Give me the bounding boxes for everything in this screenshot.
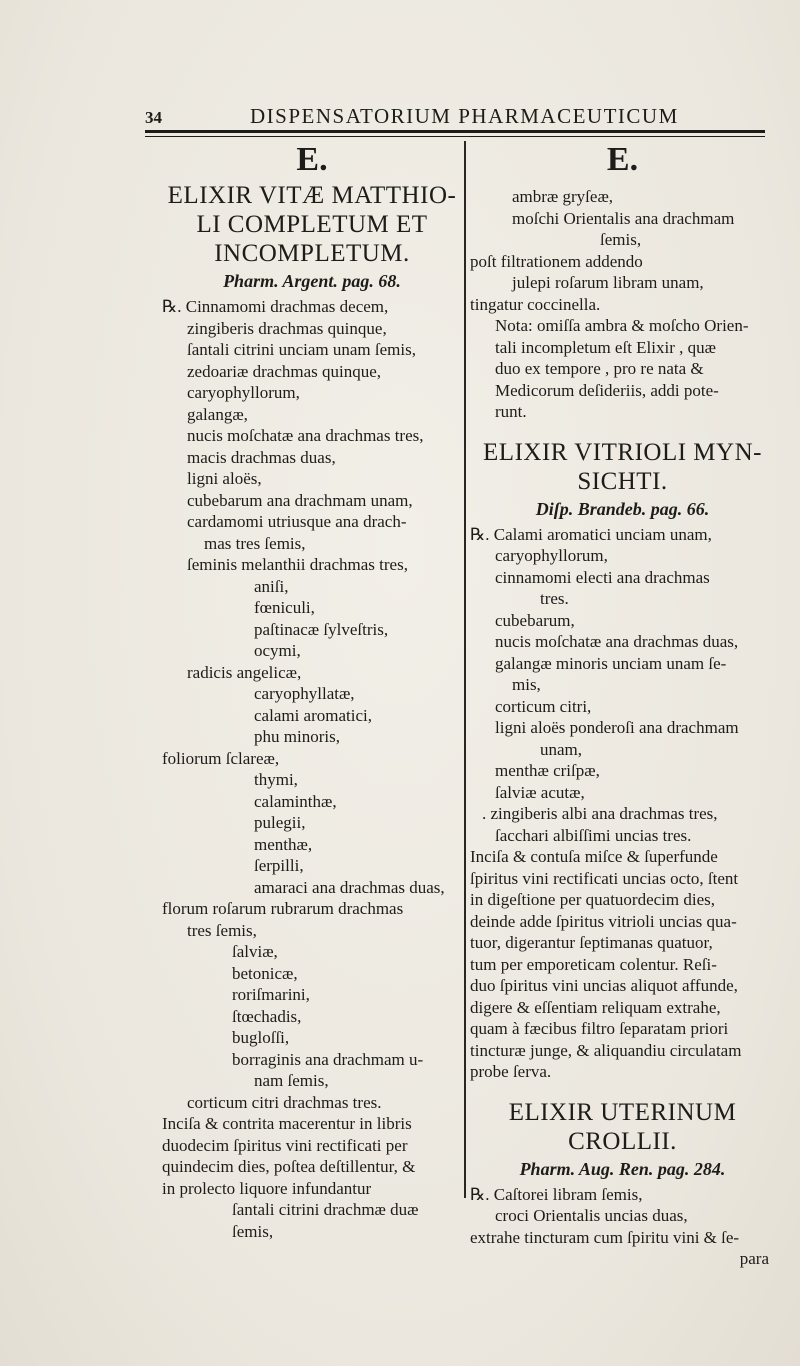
running-title: DISPENSATORIUM PHARMACEUTICUM bbox=[250, 104, 679, 128]
right-column bbox=[470, 140, 775, 1270]
title-line: SICHTI. bbox=[577, 467, 668, 495]
text-line: para bbox=[739, 1249, 769, 1268]
recipe-body-crollii bbox=[470, 1184, 775, 1270]
text-line: foliorum ſclareæ, bbox=[162, 748, 280, 768]
text-line: ſemis, bbox=[600, 230, 642, 249]
text-line: ſemis, bbox=[232, 1221, 274, 1241]
text-line: ſerpilli, bbox=[254, 856, 304, 875]
text-line: phu minoris, bbox=[254, 727, 340, 746]
text-line: in digeſtione per quatuordecim dies, bbox=[470, 890, 716, 909]
column-divider bbox=[464, 141, 466, 1198]
text-line: nucis moſchatæ ana drachmas duas, bbox=[495, 632, 739, 651]
header-rule-thin bbox=[145, 136, 765, 137]
text-line: galangæ minoris unciam unam ſe- bbox=[495, 653, 727, 673]
text-line: ſtœchadis, bbox=[232, 1006, 302, 1026]
text-line: . zingiberis albi ana drachmas tres, bbox=[482, 804, 718, 823]
text-line: ligni aloës, bbox=[187, 469, 262, 488]
text-line: roriſmarini, bbox=[232, 985, 310, 1004]
text-line: ocymi, bbox=[254, 641, 301, 660]
text-line: caryophyllorum, bbox=[187, 383, 300, 402]
text-line: macis drachmas duas, bbox=[187, 447, 336, 467]
text-line: aniſi, bbox=[254, 576, 289, 596]
recipe-title-crollii bbox=[470, 1099, 775, 1155]
text-line: tum per emporeticam colentur. Reſi- bbox=[470, 954, 717, 974]
text-line: deinde adde ſpiritus vitrioli uncias qua- bbox=[470, 911, 737, 931]
left-column bbox=[162, 140, 462, 1242]
text-line: calami aromatici, bbox=[254, 705, 372, 725]
text-line: digere & eſſentiam reliquam extrahe, bbox=[470, 997, 721, 1017]
text-line: cubebarum, bbox=[495, 610, 575, 630]
text-line: zingiberis drachmas quinque, bbox=[187, 318, 387, 338]
text-line: croci Orientalis uncias duas, bbox=[495, 1206, 688, 1225]
text-line: calaminthæ, bbox=[254, 791, 337, 811]
recipe-source: Diſp. Brandeb. pag. 66. bbox=[535, 498, 710, 519]
text-line: ſalviæ, bbox=[232, 942, 278, 961]
text-line: quindecim dies, poſtea deſtillentur, & bbox=[162, 1157, 416, 1176]
text-line: poſt filtrationem addendo bbox=[470, 251, 643, 271]
text-line: tres ſemis, bbox=[187, 920, 257, 940]
text-line: galangæ, bbox=[187, 404, 248, 424]
text-line: ligni aloës ponderoſi ana drachmam bbox=[495, 718, 739, 737]
text-line: julepi roſarum libram unam, bbox=[512, 273, 704, 292]
text-line: ambræ gryſeæ, bbox=[512, 187, 614, 206]
recipe-source: Pharm. Argent. pag. 68. bbox=[223, 271, 401, 291]
text-line: moſchi Orientalis ana drachmam bbox=[512, 208, 735, 228]
text-line: thymi, bbox=[254, 770, 298, 789]
text-line: nucis moſchatæ ana drachmas tres, bbox=[187, 426, 424, 445]
section-letter-right: E. bbox=[606, 141, 639, 178]
text-line: duodecim ſpiritus vini rectificati per bbox=[162, 1135, 408, 1155]
recipe-source: Pharm. Aug. Ren. pag. 284. bbox=[519, 1158, 726, 1179]
text-line: probe ſerva. bbox=[470, 1062, 552, 1081]
text-line: menthæ criſpæ, bbox=[495, 761, 600, 780]
text-line: ſantali citrini drachmæ duæ bbox=[232, 1200, 419, 1219]
text-line: tuor, digerantur ſeptimanas quatuor, bbox=[470, 933, 713, 952]
text-line: paſtinacæ ſylveſtris, bbox=[254, 619, 389, 639]
title-line: INCOMPLETUM. bbox=[214, 240, 410, 267]
text-line: pulegii, bbox=[254, 813, 306, 832]
section-letter-left: E. bbox=[296, 141, 328, 178]
recipe-body-mynsichti bbox=[470, 524, 775, 1083]
text-line: radicis angelicæ, bbox=[187, 662, 302, 682]
text-line: Medicorum deſideriis, addi pote- bbox=[495, 380, 719, 400]
text-line: quam à fæcibus filtro ſeparatam priori bbox=[470, 1019, 729, 1038]
text-line: extrahe tincturam cum ſpiritu vini & ſe- bbox=[470, 1227, 740, 1247]
text-line: menthæ, bbox=[254, 834, 313, 854]
title-line: LI COMPLETUM ET bbox=[196, 211, 428, 238]
text-line: ſalviæ acutæ, bbox=[495, 782, 585, 802]
recipe-title-matthioli bbox=[162, 182, 462, 267]
text-line: runt. bbox=[495, 402, 527, 421]
title-line: ELIXIR VITÆ MATTHIO- bbox=[167, 182, 457, 209]
text-line: Inciſa & contuſa miſce & ſuperfunde bbox=[470, 847, 718, 866]
title-line: ELIXIR UTERINUM bbox=[508, 1098, 737, 1126]
text-line: amaraci ana drachmas duas, bbox=[254, 877, 445, 897]
text-line: mis, bbox=[512, 675, 541, 694]
text-line: nam ſemis, bbox=[254, 1071, 329, 1090]
text-line: ℞. Caſtorei libram ſemis, bbox=[470, 1184, 643, 1204]
text-line: fœniculi, bbox=[254, 598, 315, 617]
text-line: tingatur coccinella. bbox=[470, 294, 601, 314]
text-line: zedoariæ drachmas quinque, bbox=[187, 361, 382, 381]
running-header bbox=[145, 104, 765, 130]
text-line: ℞. Cinnamomi drachmas decem, bbox=[162, 297, 389, 316]
text-line: duo ex tempore , pro re nata & bbox=[495, 359, 704, 378]
text-line: in prolecto liquore infundantur bbox=[162, 1178, 372, 1198]
text-line: cubebarum ana drachmam unam, bbox=[187, 490, 413, 510]
title-line: CROLLII. bbox=[568, 1127, 677, 1155]
text-line: florum roſarum rubrarum drachmas bbox=[162, 899, 404, 918]
text-line: Inciſa & contrita macerentur in libris bbox=[162, 1114, 412, 1133]
text-line: Nota: omiſſa ambra & moſcho Orien- bbox=[495, 316, 749, 335]
header-rule-thick bbox=[145, 130, 765, 133]
text-line: unam, bbox=[540, 739, 583, 759]
text-line: tali incompletum eſt Elixir , quæ bbox=[495, 337, 716, 357]
text-line: ſeminis melanthii drachmas tres, bbox=[187, 555, 408, 574]
text-line: betonicæ, bbox=[232, 963, 298, 983]
text-line: caryophyllatæ, bbox=[254, 684, 355, 703]
text-line: bugloſſi, bbox=[232, 1028, 290, 1047]
text-line: cardamomi utriusque ana drach- bbox=[187, 512, 407, 531]
text-line: duo ſpiritus vini uncias aliquot affunde, bbox=[470, 976, 738, 995]
recipe-continuation bbox=[470, 186, 775, 423]
recipe-body-left bbox=[162, 296, 462, 1242]
text-line: tincturæ junge, & aliquandiu circulatam bbox=[470, 1040, 742, 1060]
recipe-title-mynsichti bbox=[470, 439, 775, 495]
text-line: tres. bbox=[540, 589, 569, 608]
title-line: ELIXIR VITRIOLI MYN- bbox=[483, 438, 762, 466]
text-line: ſpiritus vini rectificati uncias octo, ſtent bbox=[470, 868, 739, 888]
text-line: borraginis ana drachmam u- bbox=[232, 1049, 424, 1069]
page-number: 34 bbox=[145, 108, 162, 127]
text-line: mas tres ſemis, bbox=[204, 533, 306, 553]
text-line: corticum citri drachmas tres. bbox=[187, 1092, 382, 1112]
text-line: ℞. Calami aromatici unciam unam, bbox=[470, 524, 712, 544]
text-line: ſacchari albiſſimi uncias tres. bbox=[495, 825, 692, 845]
text-line: caryophyllorum, bbox=[495, 546, 608, 565]
text-line: ſantali citrini unciam unam ſemis, bbox=[187, 340, 416, 359]
text-line: corticum citri, bbox=[495, 696, 592, 716]
text-line: cinnamomi electi ana drachmas bbox=[495, 567, 710, 587]
